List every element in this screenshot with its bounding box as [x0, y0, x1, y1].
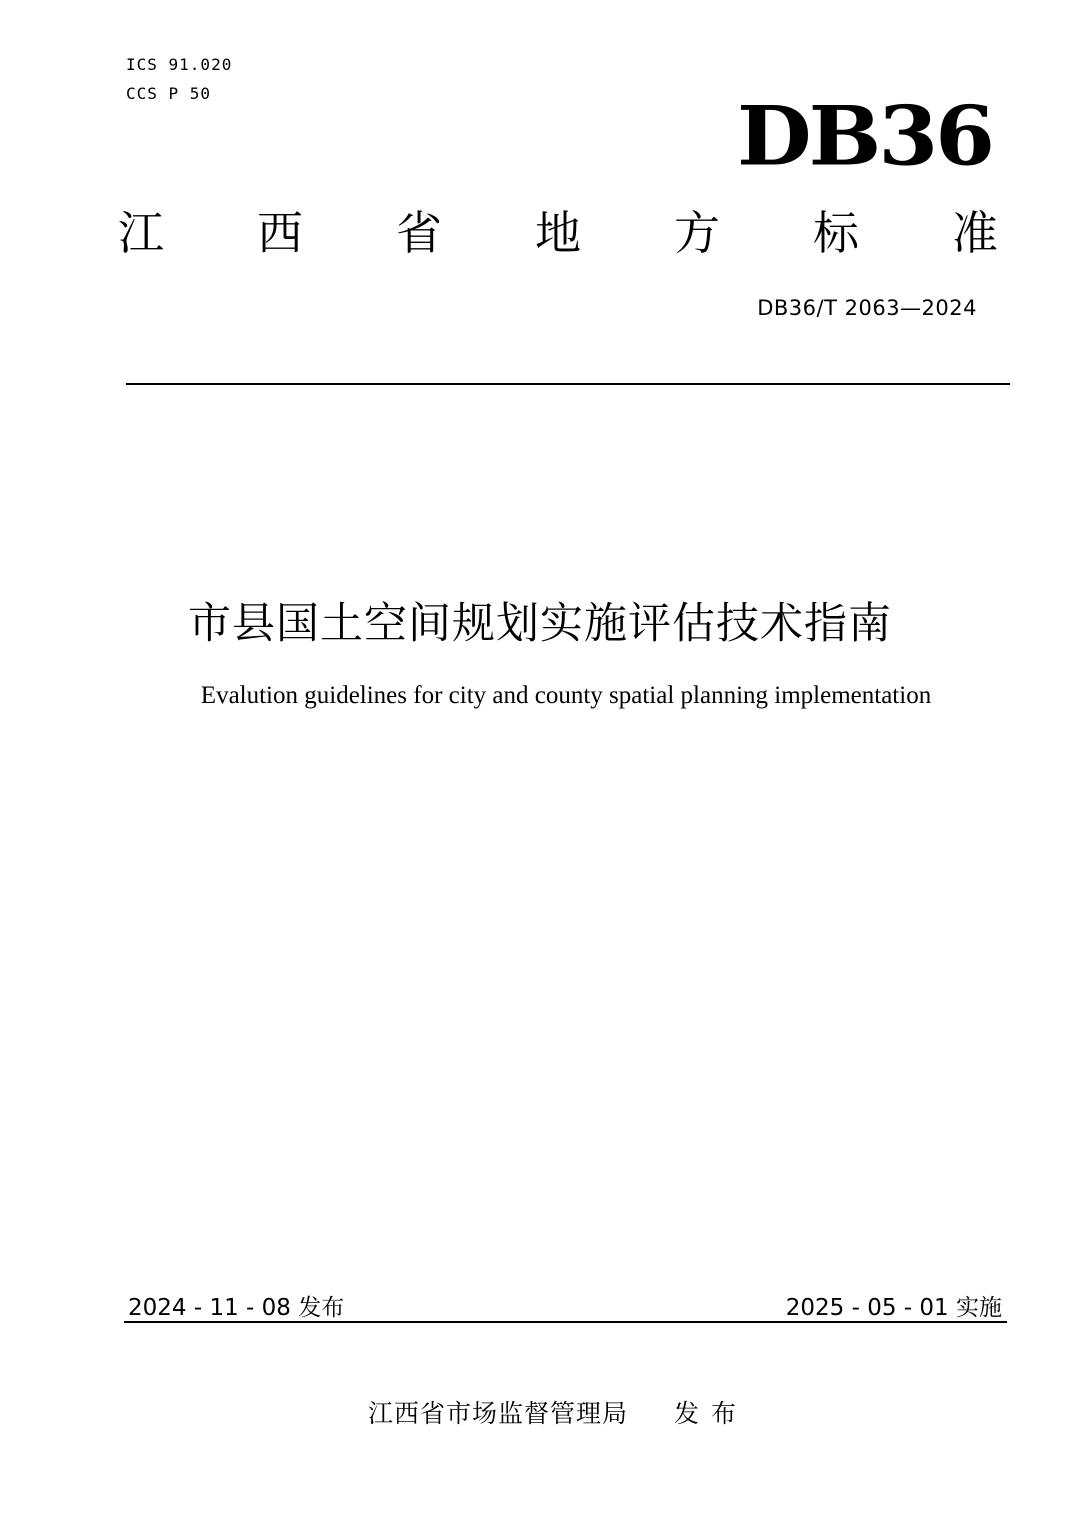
publish-date: 2024 - 11 - 08 发布: [128, 1295, 345, 1321]
implementation-date: 2025 - 05 - 01 实施: [785, 1295, 1002, 1321]
standard-category-char: 方: [674, 206, 720, 260]
issuing-action: 发布: [674, 1399, 749, 1428]
title-chinese: 市县国土空间规划实施评估技术指南: [188, 599, 892, 649]
standard-category-char: 准: [952, 206, 998, 260]
db36-logo: DB36: [737, 88, 992, 185]
standard-category-char: 省: [396, 206, 442, 260]
issuing-authority: 江西省市场监督管理局: [368, 1399, 629, 1428]
title-english: Evalution guidelines for city and county spatial planning implementation: [200, 682, 932, 709]
standard-category-title: [118, 206, 998, 260]
standard-category-char: 江: [118, 206, 164, 260]
ics-code: ICS 91.020: [126, 55, 233, 74]
standard-category-char: 标: [813, 206, 859, 260]
standard-category-char: 西: [257, 206, 303, 260]
standard-number: DB36/T 2063—2024: [757, 296, 977, 320]
bottom-divider: [124, 1321, 1007, 1323]
standard-category-char: 地: [535, 206, 581, 260]
ccs-code: CCS P 50: [126, 84, 212, 103]
top-divider: [126, 383, 1010, 385]
